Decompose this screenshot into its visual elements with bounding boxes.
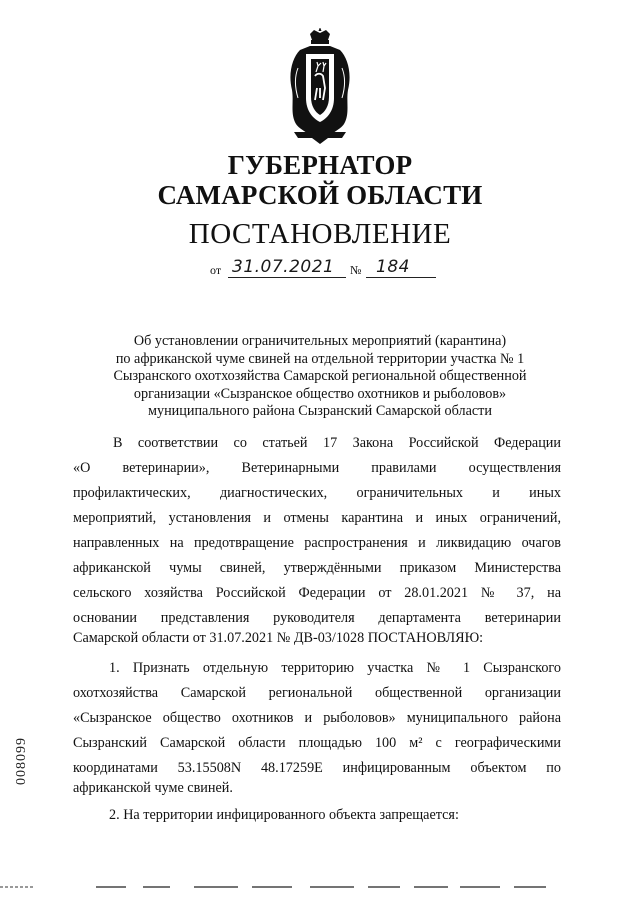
governor-title: ГУБЕРНАТОР bbox=[227, 150, 413, 180]
subject-line: муниципального района Сызранский Самарской области bbox=[148, 403, 492, 419]
paragraph-1-line: африканской чуме свиней. bbox=[73, 780, 233, 796]
paragraph-1-line: «Сызранское общество охотников и рыболовов» муниципального района bbox=[73, 710, 561, 726]
subject-line: Об установлении ограничительных мероприятий (карантина) bbox=[133, 333, 507, 349]
subject-line: организации «Сызранское общество охотников и рыболовов» bbox=[133, 385, 507, 402]
document-type: ПОСТАНОВЛЕНИЕ bbox=[188, 218, 452, 250]
paragraph-1-line: охотхозяйства Самарской региональной общественной организации bbox=[73, 685, 561, 701]
serial-number: 008099 bbox=[14, 737, 29, 785]
body-line: сельского хозяйства Российской Федерации от 28.01.2021 № 37, на bbox=[73, 585, 561, 601]
paragraph-1-line: координатами 53.15508N 48.17259E инфицированным объектом по bbox=[73, 760, 561, 776]
body-line: профилактических, диагностических, ограничительных и иных bbox=[73, 485, 561, 501]
body-line: направленных на предотвращение распространения и ликвидацию очагов bbox=[73, 535, 561, 551]
subject-line: Сызранского охотхозяйства Самарской региональной общественной bbox=[113, 368, 527, 384]
body-line: африканской чумы свиней, утверждёнными приказом Министерства bbox=[73, 560, 561, 576]
date-value: 31.07.2021 bbox=[232, 257, 335, 277]
body-line: «О ветеринарии», Ветеринарными правилами осуществления bbox=[73, 460, 561, 476]
bottom-dash-line bbox=[0, 884, 640, 890]
date-label: от bbox=[210, 263, 222, 277]
paragraph-2-line: 2. На территории инфицированного объекта запрещается: bbox=[109, 807, 459, 823]
region-title: САМАРСКОЙ ОБЛАСТИ bbox=[157, 180, 483, 210]
paragraph-1-line: Сызранский Самарской области площадью 100 м² с географическими bbox=[73, 735, 561, 751]
number-label: № bbox=[350, 263, 362, 277]
body-line: Самарской области от 31.07.2021 № ДВ-03/1028 ПОСТАНОВЛЯЮ: bbox=[73, 630, 484, 646]
coat-of-arms-icon bbox=[270, 28, 370, 148]
document-subject bbox=[100, 333, 540, 421]
body-line: основании представления руководителя департамента ветеринарии bbox=[73, 610, 561, 626]
subject-line: по африканской чуме свиней на отдельной территории участка № 1 bbox=[115, 350, 525, 367]
number-value: 184 bbox=[376, 257, 410, 277]
paragraph-1-line: 1. Признать отдельную территорию участка № 1 Сызранского bbox=[109, 660, 561, 676]
body-line: мероприятий, установления и отмены карантина и иных ограничений, bbox=[73, 510, 561, 526]
date-number-line bbox=[210, 258, 440, 282]
body-line: В соответствии со статьей 17 Закона Российской Федерации bbox=[113, 435, 561, 451]
